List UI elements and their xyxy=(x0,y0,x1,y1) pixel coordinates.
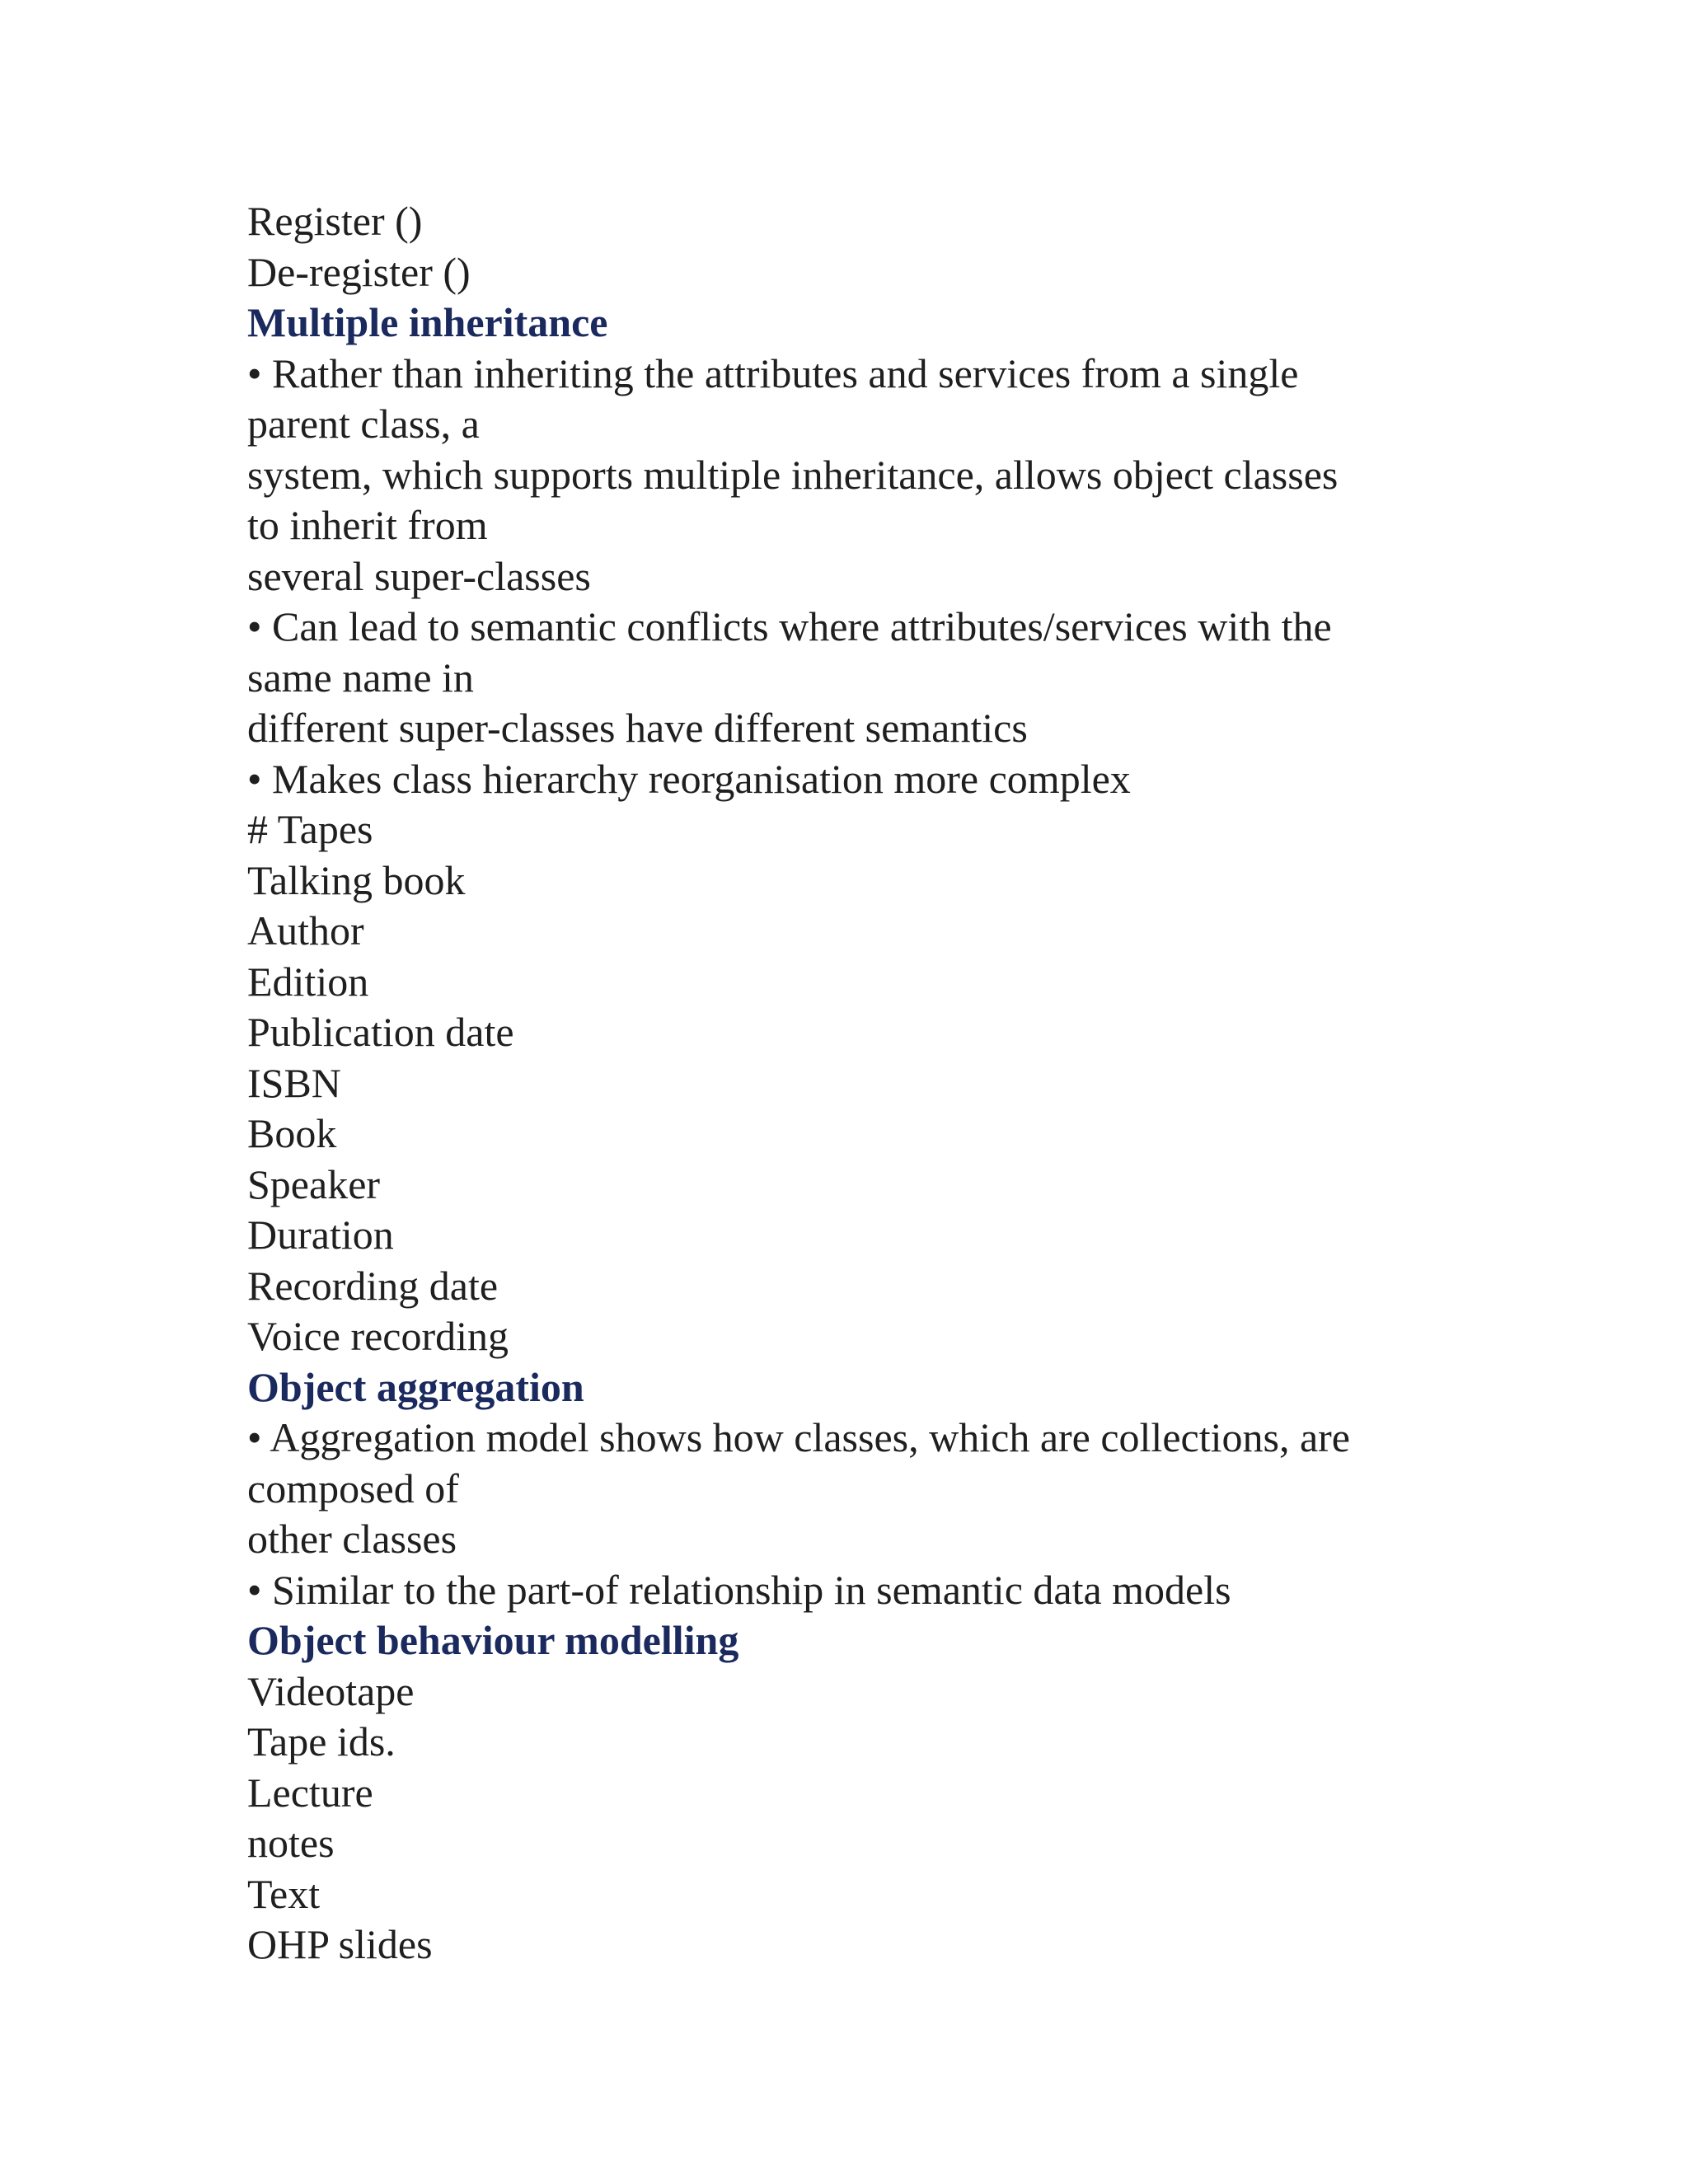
text-line: Tape ids. xyxy=(247,1718,396,1765)
text-line: to inherit from xyxy=(247,502,488,548)
text-line: notes xyxy=(247,1820,335,1866)
text-line: De-register () xyxy=(247,248,471,295)
text-line: Edition xyxy=(247,958,369,1005)
section-heading: Object aggregation xyxy=(247,1363,584,1410)
bullet-line: • Aggregation model shows how classes, which are collections, are xyxy=(247,1414,1350,1460)
text-line: different super-classes have different semantics xyxy=(247,705,1028,751)
bullet-line: • Can lead to semantic conflicts where attributes/services with the xyxy=(247,603,1332,649)
document-page xyxy=(247,196,1484,1971)
bullet-line: • Makes class hierarchy reorganisation more complex xyxy=(247,755,1131,802)
text-line: parent class, a xyxy=(247,401,480,447)
text-line: several super-classes xyxy=(247,552,591,599)
text-line: OHP slides xyxy=(247,1921,433,1967)
bullet-line: • Rather than inheriting the attributes and services from a single xyxy=(247,349,1299,396)
text-line: composed of xyxy=(247,1465,459,1511)
text-line: Book xyxy=(247,1110,337,1156)
text-line: same name in xyxy=(247,654,474,701)
text-line: Author xyxy=(247,907,364,954)
section-heading: Object behaviour modelling xyxy=(247,1617,739,1663)
text-line: Recording date xyxy=(247,1262,499,1309)
text-line: other classes xyxy=(247,1516,457,1562)
section-heading: Multiple inheritance xyxy=(247,299,608,345)
text-line: Duration xyxy=(247,1212,394,1258)
text-line: Videotape xyxy=(247,1667,415,1714)
text-line: Talking book xyxy=(247,856,466,903)
text-line: Speaker xyxy=(247,1160,381,1207)
text-line: system, which supports multiple inheritance, allows object classes xyxy=(247,451,1339,498)
text-line: Voice recording xyxy=(247,1313,509,1359)
bullet-line: • Similar to the part-of relationship in semantic data models xyxy=(247,1566,1231,1613)
text-line: Text xyxy=(247,1870,321,1917)
text-line: ISBN xyxy=(247,1059,341,1106)
text-line: # Tapes xyxy=(247,806,373,852)
text-line: Publication date xyxy=(247,1009,514,1055)
text-line: Lecture xyxy=(247,1769,373,1816)
text-line: Register () xyxy=(247,198,423,244)
